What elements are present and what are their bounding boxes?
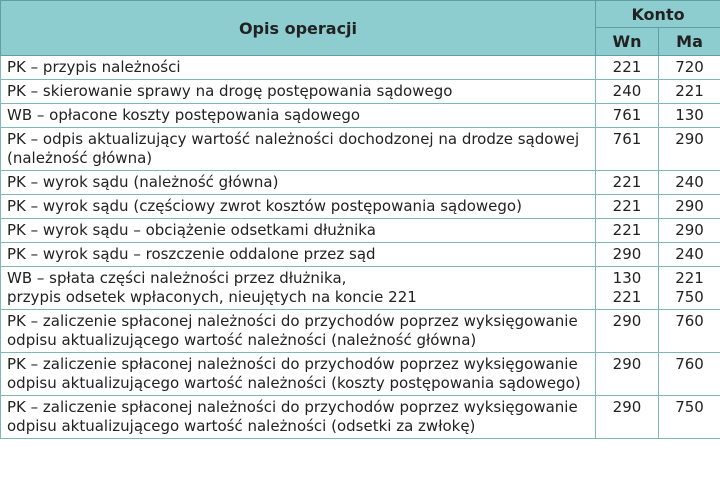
konto-wn bbox=[596, 243, 659, 267]
konto-wn bbox=[596, 80, 659, 104]
konto-ma bbox=[659, 310, 720, 353]
konto-wn bbox=[596, 310, 659, 353]
konto-ma bbox=[659, 80, 720, 104]
konto-wn-line: 290 bbox=[612, 312, 642, 330]
table-row bbox=[1, 267, 720, 310]
konto-ma-line: 760 bbox=[675, 312, 704, 330]
konto-ma-line: 750 bbox=[675, 398, 704, 416]
operation-description bbox=[1, 267, 596, 310]
operation-description bbox=[1, 128, 596, 171]
konto-wn bbox=[596, 104, 659, 128]
operation-description-line: WB – opłacone koszty postępowania sądowego bbox=[7, 106, 361, 124]
operation-description-line: odpisu aktualizującego wartość należności (należność główna) bbox=[7, 331, 477, 349]
operation-description bbox=[1, 353, 596, 396]
konto-wn-line: 221 bbox=[612, 173, 642, 191]
table-row bbox=[1, 171, 720, 195]
table-row bbox=[1, 219, 720, 243]
operation-description-line: PK – wyrok sądu (częściowy zwrot kosztów postępowania sądowego) bbox=[7, 197, 522, 215]
table-row bbox=[1, 353, 720, 396]
konto-wn-line: 290 bbox=[612, 245, 642, 263]
konto-ma-line: 290 bbox=[675, 197, 704, 215]
operation-description-line: PK – wyrok sądu – roszczenie oddalone przez sąd bbox=[7, 245, 376, 263]
konto-ma bbox=[659, 195, 720, 219]
table-row bbox=[1, 396, 720, 439]
konto-ma bbox=[659, 171, 720, 195]
operation-description-line: WB – spłata części należności przez dłużnika, bbox=[7, 269, 347, 287]
operation-description-line: PK – zaliczenie spłaconej należności do przychodów poprzez wyksięgowanie bbox=[7, 312, 578, 330]
konto-wn-line: 130 bbox=[612, 269, 642, 287]
konto-wn bbox=[596, 219, 659, 243]
konto-ma-line: 720 bbox=[675, 58, 704, 76]
operation-description bbox=[1, 195, 596, 219]
operation-description-line: odpisu aktualizującego wartość należności (koszty postępowania sądowego) bbox=[7, 374, 581, 392]
table-body bbox=[1, 56, 720, 439]
konto-wn bbox=[596, 171, 659, 195]
konto-ma bbox=[659, 56, 720, 80]
konto-wn-line: 290 bbox=[612, 355, 642, 373]
header-wn: Wn bbox=[596, 28, 659, 56]
konto-wn-line: 761 bbox=[612, 106, 642, 124]
konto-wn-line: 221 bbox=[612, 221, 642, 239]
konto-wn bbox=[596, 128, 659, 171]
operation-description-line: PK – przypis należności bbox=[7, 58, 181, 76]
operation-description bbox=[1, 171, 596, 195]
konto-ma bbox=[659, 243, 720, 267]
konto-wn bbox=[596, 267, 659, 310]
header-opis: Opis operacji bbox=[1, 1, 596, 56]
operation-description-line: odpisu aktualizującego wartość należności (odsetki za zwłokę) bbox=[7, 417, 476, 435]
table-row bbox=[1, 56, 720, 80]
operation-description bbox=[1, 243, 596, 267]
operation-description-line: PK – skierowanie sprawy na drogę postępowania sądowego bbox=[7, 82, 453, 100]
operation-description bbox=[1, 56, 596, 80]
konto-ma-line: 221 bbox=[675, 82, 704, 100]
konto-wn bbox=[596, 195, 659, 219]
operation-description bbox=[1, 80, 596, 104]
table-row bbox=[1, 128, 720, 171]
konto-ma bbox=[659, 396, 720, 439]
table-row bbox=[1, 80, 720, 104]
konto-wn bbox=[596, 56, 659, 80]
operation-description-line: PK – odpis aktualizujący wartość należności dochodzonej na drodze sądowej bbox=[7, 130, 580, 148]
operation-description bbox=[1, 219, 596, 243]
table-row bbox=[1, 104, 720, 128]
operation-description bbox=[1, 310, 596, 353]
konto-wn-line: 221 bbox=[612, 288, 642, 306]
konto-wn-line: 240 bbox=[612, 82, 642, 100]
konto-ma bbox=[659, 219, 720, 243]
operation-description-line: PK – zaliczenie spłaconej należności do przychodów poprzez wyksięgowanie bbox=[7, 398, 578, 416]
konto-ma-line: 760 bbox=[675, 355, 704, 373]
operation-description-line: (należność główna) bbox=[7, 149, 153, 167]
konto-wn-line: 221 bbox=[612, 197, 642, 215]
table-row bbox=[1, 310, 720, 353]
konto-ma bbox=[659, 267, 720, 310]
konto-ma-line: 130 bbox=[675, 106, 704, 124]
operation-description bbox=[1, 104, 596, 128]
konto-ma bbox=[659, 128, 720, 171]
header-ma: Ma bbox=[659, 28, 720, 56]
konto-ma-line: 240 bbox=[675, 245, 704, 263]
konto-ma bbox=[659, 104, 720, 128]
konto-ma-line: 290 bbox=[675, 130, 704, 148]
konto-wn-line: 221 bbox=[612, 58, 642, 76]
konto-ma bbox=[659, 353, 720, 396]
konto-ma-line: 240 bbox=[675, 173, 704, 191]
konto-wn-line: 761 bbox=[612, 130, 642, 148]
konto-ma-line: 290 bbox=[675, 221, 704, 239]
konto-wn bbox=[596, 353, 659, 396]
operation-description-line: PK – wyrok sądu (należność główna) bbox=[7, 173, 279, 191]
table-row bbox=[1, 243, 720, 267]
operation-description-line: PK – wyrok sądu – obciążenie odsetkami dłużnika bbox=[7, 221, 376, 239]
konto-ma-line: 750 bbox=[675, 288, 704, 306]
operation-description-line: PK – zaliczenie spłaconej należności do przychodów poprzez wyksięgowanie bbox=[7, 355, 578, 373]
header-konto: Konto bbox=[596, 1, 720, 28]
operation-description bbox=[1, 396, 596, 439]
konto-ma-line: 221 bbox=[675, 269, 704, 287]
table-row bbox=[1, 195, 720, 219]
konto-wn-line: 290 bbox=[612, 398, 642, 416]
operation-description-line: przypis odsetek wpłaconych, nieujętych na koncie 221 bbox=[7, 288, 417, 306]
konto-wn bbox=[596, 396, 659, 439]
